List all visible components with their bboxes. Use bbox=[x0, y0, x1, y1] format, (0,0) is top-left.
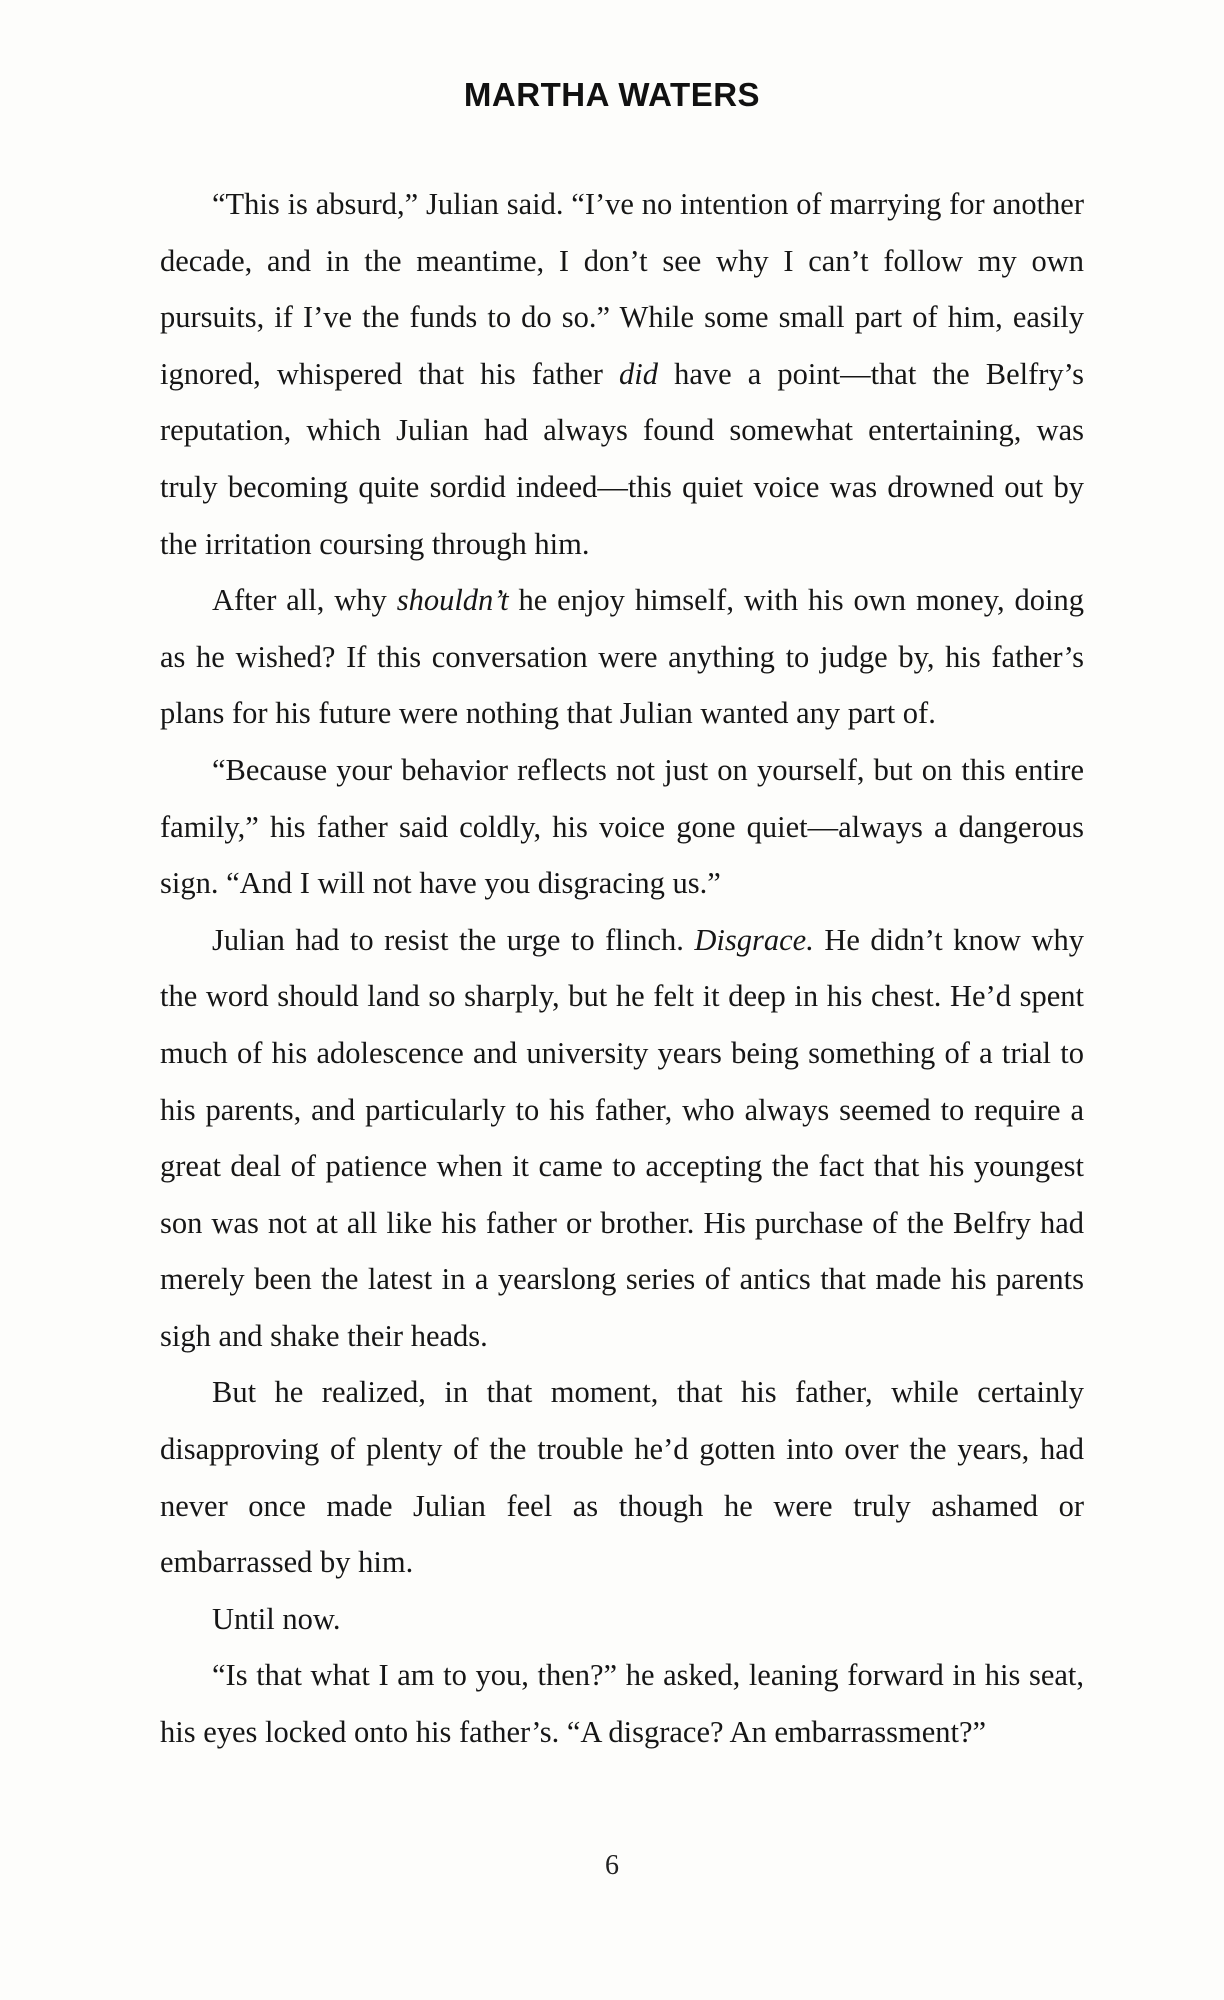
page-number: 6 bbox=[605, 1850, 619, 1881]
paragraph: “Is that what I am to you, then?” he asked, leaning forward in his seat, his eyes locked onto his father’s. “A disgrace? An embarrassment?” bbox=[160, 1658, 1084, 1750]
paragraph: Until now. bbox=[212, 1601, 341, 1636]
paragraph: After all, why shouldn’t he enjoy himself, with his own money, doing as he wished? If this conversation were anything to judge by, his father’s plans for his future were nothing that Julian wanted any part of. bbox=[160, 583, 1084, 731]
paragraph: Julian had to resist the urge to flinch. Disgrace. He didn’t know why the word should land so sharply, but he felt it deep in his chest. He’d spent much of his adolescence and university years being something of a trial to his parents, and particularly to his father, who always seemed to require a great deal of patience when it came to accepting the fact that his youngest son was not at all like his father or brother. His purchase of the Belfry had merely been the latest in a yearslong series of antics that made his parents sigh and shake their heads. bbox=[160, 922, 1084, 1353]
emphasis: shouldn’t bbox=[396, 583, 509, 618]
paragraph: But he realized, in that moment, that his father, while certainly disapproving of plenty of the trouble he’d gotten into over the years, had never once made Julian feel as though he were truly ashamed or embarrassed by him. bbox=[160, 1375, 1084, 1580]
emphasis: did bbox=[619, 356, 658, 391]
running-head: MARTHA WATERS bbox=[463, 76, 761, 113]
paragraph: “This is absurd,” Julian said. “I’ve no intention of marrying for another decade, and in the meantime, I don’t see why I can’t follow my own pursuits, if I’ve the funds to do so.” While some small part of him, easily ignored, whispered that his father did have a point—that the Belfry’s reputation, which Julian had always found somewhat entertaining, was truly becoming quite sordid indeed—this quiet voice was drowned out by the irritation coursing through him. bbox=[160, 187, 1084, 561]
body-text bbox=[160, 176, 1084, 1761]
paragraph: “Because your behavior reflects not just on yourself, but on this entire family,” his father said coldly, his voice gone quiet—always a dangerous sign. “And I will not have you disgracing us.” bbox=[160, 752, 1084, 901]
emphasis: Disgrace. bbox=[694, 922, 814, 957]
